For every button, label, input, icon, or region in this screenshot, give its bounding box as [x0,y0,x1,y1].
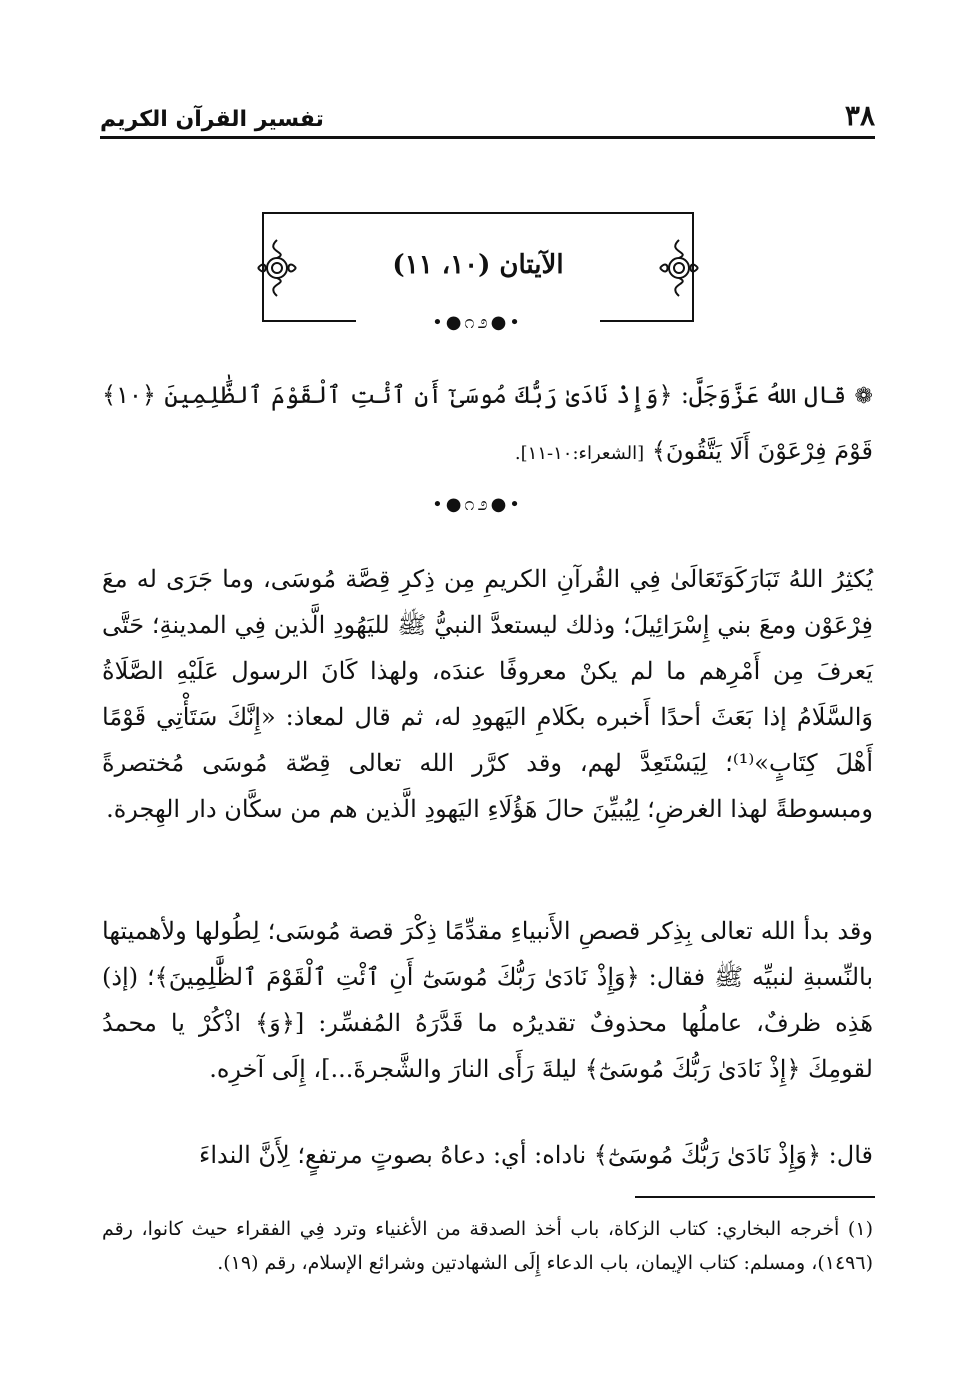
body-paragraph: قال: ﴿وَإِذْ نَادَىٰ رَبُّكَ مُوسَىٰٓ﴾ ناداه: أي: دعاهُ بصوتٍ مرتفعٍ؛ لِأَنَّ النداءَ [199,1141,873,1169]
page-header [100,92,875,132]
divider-ornament: •●೧೨●• [432,494,523,515]
divider-ornament: •●೧೨●• [432,312,523,333]
knot-ornament-icon [656,238,702,298]
knot-ornament-icon [254,238,300,298]
book-title: تفسير القرآن الكريم [100,107,324,132]
verse-text: قال اللهُ عَزَّوَجَلَّ: ﴿وَإِذْ نَادَىٰ رَبُّكَ مُوسَىٰٓ أَنِ ٱئْتِ ٱلْقَوْمَ ٱلظَّٰلِمِينَ ﴿١٠﴾ قَوْمَ فِرْعَوْنَ أَلَا يَتَّقُونَ﴾ [102,381,873,465]
footnote-rule [635,1196,875,1198]
quran-verse-block [102,368,873,481]
section-title-frame [262,212,694,324]
header-rule [100,136,875,139]
flower-icon: ❁ [854,384,873,409]
page-number: ٣٨ [844,99,875,132]
body-paragraph: وقد بدأ الله تعالى بِذِكر قصصِ الأَنبياءِ مقدِّمًا ذِكْرَ قصة مُوسَى؛ لِطُولها ولأهميتها بالنِّسبةِ لنبيِّه ﷺ فقال: ﴿وَإِذْ نَادَىٰ رَبُّكَ مُوسَىٰٓ أَنِ ٱئْتِ ٱلْقَوْمَ ٱلظَّٰلِمِينَ﴾؛ (إذ) هَذِه ظرفٌ، عاملُها محذوفٌ تقديرُه ما قَدَّرَهُ المُفسِّر: [﴿وَ﴾ اذْكُرْ يا محمدُ لقومِكَ ﴿إِذْ نَادَىٰ رَبُّكَ مُوسَىٰٓ﴾ ليلةَ رَأَى النارَ والشَّجرةَ...]، إِلَى آخرِه. [102,917,873,1083]
body-paragraph: يُكثِرُ اللهُ تَبَارَكَوَتَعَالَىٰ فِي القُرآنِ الكريمِ مِن ذِكرِ قِصَّة مُوسَى، وما جَرَى له معَ فِرْعَوْن ومعَ بني إِسْرَائِيلَ؛ وذلك ليستعدَّ النبيُّ ﷺ لليَهُودِ الَّذين فِي المدينةِ؛ حَتَّى يَعرفَ مِن أَمْرِهم ما لم يكنْ معروفًا عندَه، ولهذا كَانَ الرسول عَلَيْهِ الصَّلَاةُ وَالسَّلَامُ إذا بَعَثَ أحدًا أَخبره بكَلامِ اليَهودِ له، ثم قال لمعاذ: «إِنَّكَ سَتَأْتِي قَوْمًا أَهْلَ كِتَابٍ»⁽¹⁾؛ لِيَسْتَعِدَّ لهم، وقد كرَّر الله تعالى قِصّة مُوسَى مُختصرةً ومبسوطةً لهذا الغرضِ؛ لِيُبيِّنَ حالَ هَؤُلَاءِ اليَهودِ الَّذين هم من سكَّان دار الهِجرة. [102,565,873,823]
verse-reference: [الشعراء:١٠-١١]. [514,443,645,464]
frame-top-line [354,212,602,214]
footnote: (١) أخرجه البخاري: كتاب الزكاة، باب أخذ الصدقة من الأغنياء وترد فِي الفقراء حيث كانوا، رقم (١٤٩٦)، ومسلم: كتاب الإيمان، باب الدعاء إِلَى الشهادتين وشرائع الإسلام، رقم (١٩). [102,1218,873,1274]
section-title: الآيتان (١٠، ١١) [392,250,564,280]
